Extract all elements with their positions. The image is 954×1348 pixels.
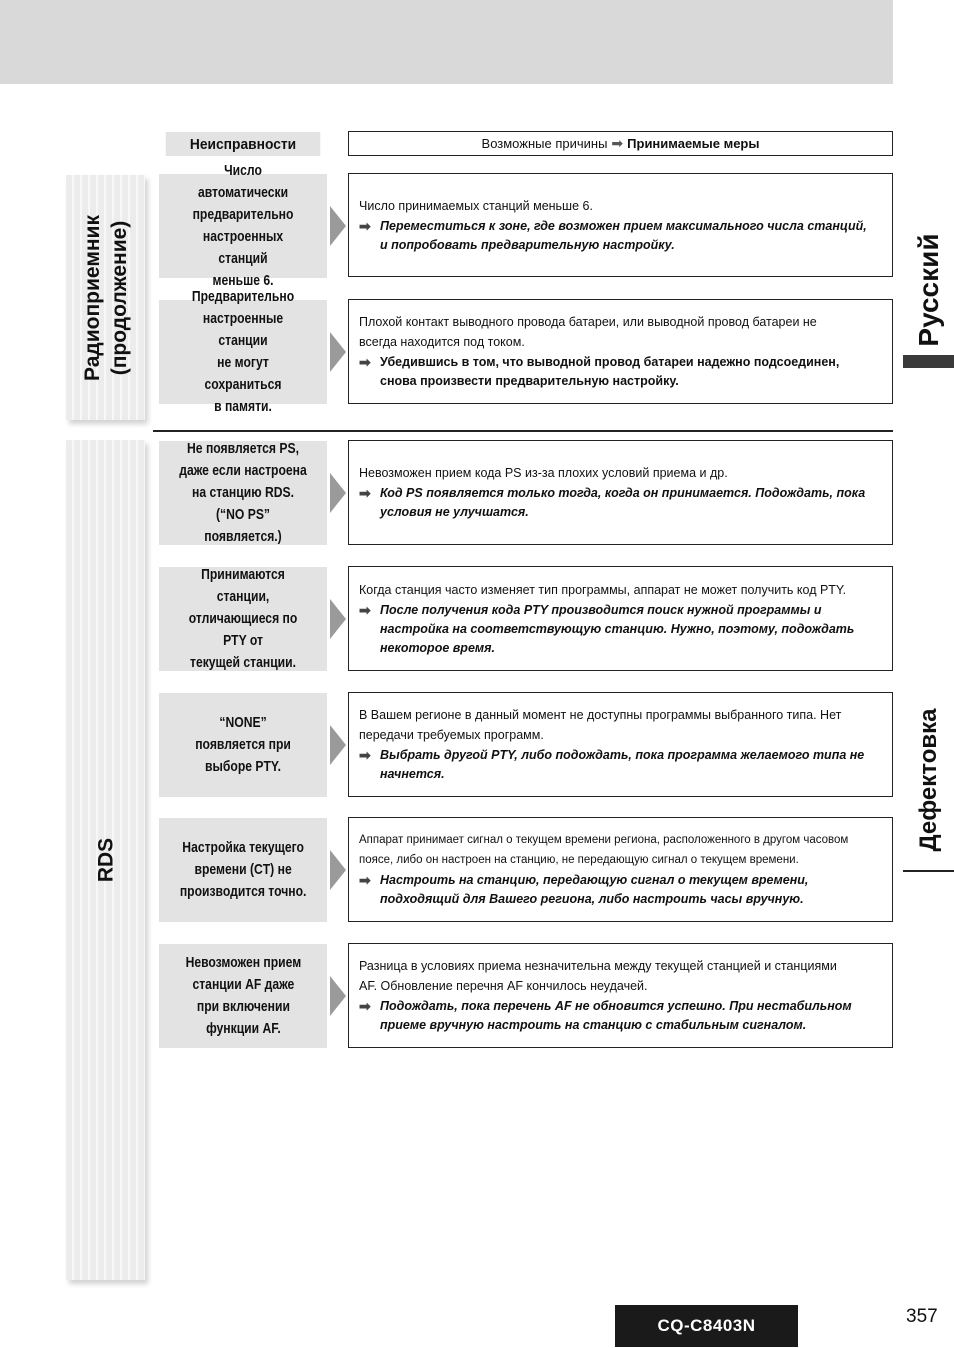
right-arrow-icon: ➡	[359, 747, 371, 763]
section-divider	[153, 430, 893, 432]
remedy-text: ➡ Код PS появляется только тогда, когда он принимается. Подождать, пока условия не улучшатся.	[359, 484, 882, 522]
cause-text: Невозможен прием кода PS из-за плохих условий приема и др.	[359, 466, 728, 480]
remedy-text: ➡ Настроить на станцию, передающую сигнал о текущем времени, подходящий для Вашего региона, либо настроить часы вручную.	[359, 871, 882, 909]
remedy-text: ➡ Переместиться к зоне, где возможен прием максимального числа станций, и попробовать предварительную настройку.	[359, 217, 882, 255]
causes-header-label: Возможные причины	[481, 136, 608, 151]
section-tab-underline	[903, 870, 954, 872]
solution-box	[348, 440, 893, 545]
solution-box	[348, 943, 893, 1048]
problems-column-header: Неисправности	[166, 132, 321, 156]
causes-column-header	[348, 131, 893, 156]
cause-text: Аппарат принимает сигнал о текущем времени региона, расположенного в другом часовом поясе, либо он настроен на станцию, не передающую сигнал о текущем времени.	[359, 834, 849, 866]
radio-section-label: Радиоприемник (продолжение)	[80, 214, 131, 381]
problem-box: Невозможен прием станции AF даже при включении функции AF.	[159, 944, 327, 1048]
solution-box	[348, 566, 893, 671]
problem-box: “NONE” появляется при выборе PTY.	[159, 693, 327, 797]
cause-text: Плохой контакт выводного провода батареи, или выводной провод батареи не всегда находится под током.	[359, 315, 817, 349]
language-label: Русский	[913, 233, 944, 347]
measures-header-label: Принимаемые меры	[627, 136, 760, 151]
page-number: 357	[906, 1306, 938, 1327]
language-tab-marker	[903, 355, 954, 368]
cause-text: Разница в условиях приема незначительна между текущей станцией и станциями AF. Обновление перечня AF кончилось неудачей.	[359, 959, 837, 993]
chevron-right-icon	[330, 206, 346, 246]
right-arrow-icon: ➡	[359, 601, 371, 618]
cause-text: В Вашем регионе в данный момент не доступны программы выбранного типа. Нет передачи требуемых программ.	[359, 708, 842, 742]
problem-box: Не появляется PS, даже если настроена на станцию RDS. (“NO PS” появляется.)	[159, 441, 327, 545]
language-tab	[905, 230, 953, 350]
cause-text: Число принимаемых станций меньше 6.	[359, 198, 593, 213]
chevron-right-icon	[330, 599, 346, 639]
remedy-text: ➡ Выбрать другой PTY, либо подождать, пока программа желаемого типа не начнется.	[359, 746, 882, 784]
solution-box	[348, 299, 893, 404]
remedy-text: ➡ Подождать, пока перечень AF не обновится успешно. При нестабильном приеме вручную настроить на станцию с стабильным сигналом.	[359, 997, 882, 1035]
problem-box: Принимаются станции, отличающиеся по PTY от текущей станции.	[159, 567, 327, 671]
remedy-text: ➡ Убедившись в том, что выводной провод батареи надежно подсоединен, снова произвести предварительную настройку.	[359, 353, 882, 391]
radio-section-bar	[66, 175, 145, 420]
rds-section-label: RDS	[94, 837, 117, 883]
top-gray-band	[0, 0, 893, 84]
model-number-badge: CQ-C8403N	[615, 1305, 798, 1347]
chevron-right-icon	[330, 850, 346, 890]
section-label: Дефектовка	[915, 708, 942, 852]
section-tab	[905, 700, 953, 860]
problem-box: Предварительно настроенные станции не могут сохраниться в памяти.	[159, 300, 327, 404]
solution-box	[348, 817, 893, 922]
right-arrow-icon: ➡	[359, 485, 371, 501]
right-arrow-icon: ➡	[359, 872, 371, 888]
cause-text: Когда станция часто изменяет тип программы, аппарат не может получить код PTY.	[359, 582, 847, 597]
right-arrow-icon: ➡	[611, 135, 624, 151]
right-arrow-icon: ➡	[359, 217, 371, 234]
chevron-right-icon	[330, 473, 346, 513]
right-arrow-icon: ➡	[359, 998, 371, 1014]
rds-section-bar	[66, 440, 145, 1280]
chevron-right-icon	[330, 332, 346, 372]
right-arrow-icon: ➡	[359, 354, 371, 370]
solution-box	[348, 692, 893, 797]
problem-box: Настройка текущего времени (CT) не производится точно.	[159, 818, 327, 922]
solution-box	[348, 173, 893, 277]
chevron-right-icon	[330, 725, 346, 765]
remedy-text: ➡ После получения кода PTY производится поиск нужной программы и настройка на соответствующую станцию. Нужно, поэтому, подождать некоторое время.	[359, 601, 882, 658]
chevron-right-icon	[330, 976, 346, 1016]
problem-box: Число автоматически предварительно настроенных станций меньше 6.	[159, 174, 327, 278]
